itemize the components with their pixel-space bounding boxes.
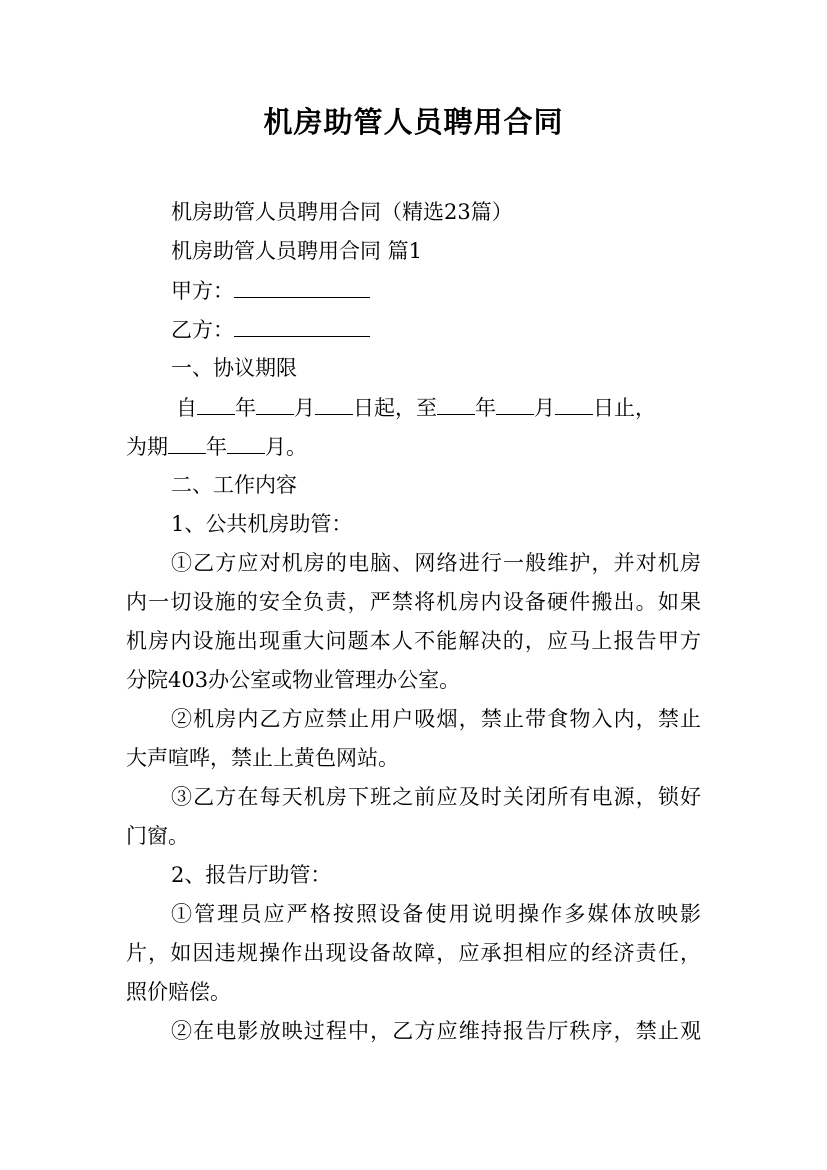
paragraph-line: 大声喧哗，禁止上黄色网站。 <box>126 746 399 770</box>
term-text-3: 月 <box>294 396 315 420</box>
paragraph-line: ②机房内乙方应禁止用户吸烟，禁止带食物入内，禁止 <box>171 707 701 731</box>
party-b-blank <box>234 314 370 337</box>
term-text-7: 日止， <box>593 396 656 420</box>
paragraph-line: 分院403办公室或物业管理办公室。 <box>126 668 461 692</box>
paragraph-line: 片，如因违规操作出现设备故障，应承担相应的经济责任， <box>126 941 701 965</box>
party-a-blank <box>234 275 370 298</box>
term-text-9: 年 <box>206 435 227 459</box>
term-blank <box>315 392 353 415</box>
term-blank <box>197 392 235 415</box>
paragraph-line: 内一切设施的安全负责，严禁将机房内设备硬件搬出。如果 <box>126 590 701 614</box>
term-line-1 <box>176 392 656 423</box>
term-text-4: 日起，至 <box>353 396 437 420</box>
paragraph-line: ①管理员应严格按照设备使用说明操作多媒体放映影 <box>171 902 701 926</box>
term-text-5: 年 <box>475 396 496 420</box>
paragraph-line: ②在电影放映过程中，乙方应维持报告厅秩序，禁止观 <box>171 1019 701 1043</box>
term-blank <box>256 392 294 415</box>
paragraph-line: ③乙方在每天机房下班之前应及时关闭所有电源，锁好 <box>171 785 701 809</box>
party-a-line <box>171 275 370 306</box>
term-text-2: 年 <box>235 396 256 420</box>
term-text-8: 为期 <box>126 435 168 459</box>
term-blank <box>555 392 593 415</box>
term-blank <box>496 392 534 415</box>
party-b-line <box>171 314 370 345</box>
section-1-heading: 一、协议期限 <box>171 356 297 380</box>
paragraph-line: 机房内设施出现重大问题本人不能解决的，应马上报告甲方 <box>126 629 701 653</box>
section-2-heading: 二、工作内容 <box>171 473 297 497</box>
term-text-1: 自 <box>176 396 197 420</box>
term-text-6: 月 <box>534 396 555 420</box>
paragraph-line: 门窗。 <box>126 824 189 848</box>
paragraph-line: 照价赔偿。 <box>126 980 231 1004</box>
paragraph-line: ①乙方应对机房的电脑、网络进行一般维护，并对机房 <box>171 551 701 575</box>
term-text-10: 月。 <box>265 435 307 459</box>
document-title: 机房助管人员聘用合同 <box>263 105 564 139</box>
term-blank <box>168 431 206 454</box>
chapter-heading: 机房助管人员聘用合同 篇1 <box>171 239 423 263</box>
document-subtitle: 机房助管人员聘用合同（精选23篇） <box>171 200 513 224</box>
term-blank <box>437 392 475 415</box>
party-a-label: 甲方： <box>171 279 234 303</box>
item-2-heading: 2、报告厅助管： <box>171 863 332 887</box>
party-b-label: 乙方： <box>171 318 234 342</box>
item-1-heading: 1、公共机房助管： <box>171 512 353 536</box>
term-line-2 <box>126 431 307 462</box>
term-blank <box>227 431 265 454</box>
